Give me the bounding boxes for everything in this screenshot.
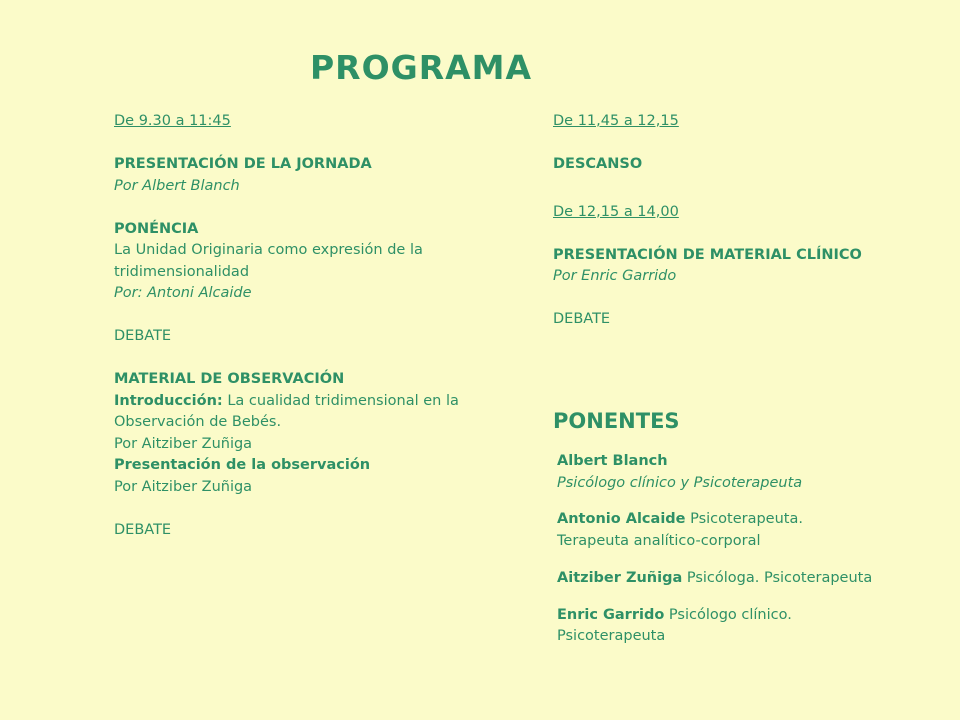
ponente-2 (557, 509, 927, 531)
ponentes-list (557, 451, 927, 648)
ponente-2-role: Psicoterapeuta. (685, 511, 803, 527)
program-left-column (114, 111, 514, 541)
ponentes-heading: PONENTES (553, 409, 680, 433)
presentacion-title: PRESENTACIÓN DE LA JORNADA (114, 156, 372, 172)
ponente-2-role-2: Terapeuta analítico-corporal (557, 532, 761, 549)
debate-2: DEBATE (114, 521, 172, 538)
ponencia-topic-line-2: tridimensionalidad (114, 263, 250, 280)
material-observacion-title: MATERIAL DE OBSERVACIÓN (114, 371, 345, 387)
introduccion-line (114, 391, 514, 413)
time-slot-3: De 12,15 a 14,00 (553, 203, 679, 220)
time-slot-2: De 11,45 a 12,15 (553, 113, 679, 129)
descanso-label: DESCANSO (553, 156, 643, 172)
program-right-column (553, 111, 923, 331)
ponencia-topic-line-1: La Unidad Originaria como expresión de la (114, 242, 423, 258)
material-clinico-title: PRESENTACIÓN DE MATERIAL CLÍNICO (553, 246, 862, 263)
time-slot-1: De 9.30 a 11:45 (114, 113, 231, 129)
introduccion-text-2: Observación de Bebés. (114, 414, 282, 430)
ponente-4-role-2: Psicoterapeuta (557, 628, 666, 644)
ponente-1-name: Albert Blanch (557, 453, 668, 469)
ponencia-speaker: Por: Antoni Alcaide (114, 285, 252, 301)
ponente-4 (557, 605, 927, 627)
ponencia-title: PONÉNCIA (114, 220, 199, 237)
debate-1: DEBATE (114, 328, 172, 344)
ponente-3-role: Psicóloga. Psicoterapeuta (682, 570, 873, 586)
ponente-1-role: Psicólogo clínico y Psicoterapeuta (557, 474, 803, 491)
presentacion-observacion-label: Presentación de la observación (114, 457, 371, 473)
presentacion-speaker: Por Albert Blanch (114, 177, 240, 194)
ponente-3 (557, 568, 927, 590)
ponente-4-name: Enric Garrido (557, 606, 665, 623)
introduccion-speaker: Por Aitziber Zuñiga (114, 435, 253, 452)
debate-3: DEBATE (553, 311, 611, 327)
ponente-2-name: Antonio Alcaide (557, 511, 686, 527)
ponente-4-role: Psicólogo clínico. (664, 606, 792, 623)
material-clinico-speaker: Por Enric Garrido (553, 268, 677, 284)
introduccion-label: Introducción: (114, 392, 223, 409)
page-title: PROGRAMA (310, 48, 533, 87)
ponente-3-name: Aitziber Zuñiga (557, 570, 683, 586)
presentacion-observacion-speaker: Por Aitziber Zuñiga (114, 478, 253, 495)
introduccion-text: La cualidad tridimensional en la (222, 392, 459, 409)
